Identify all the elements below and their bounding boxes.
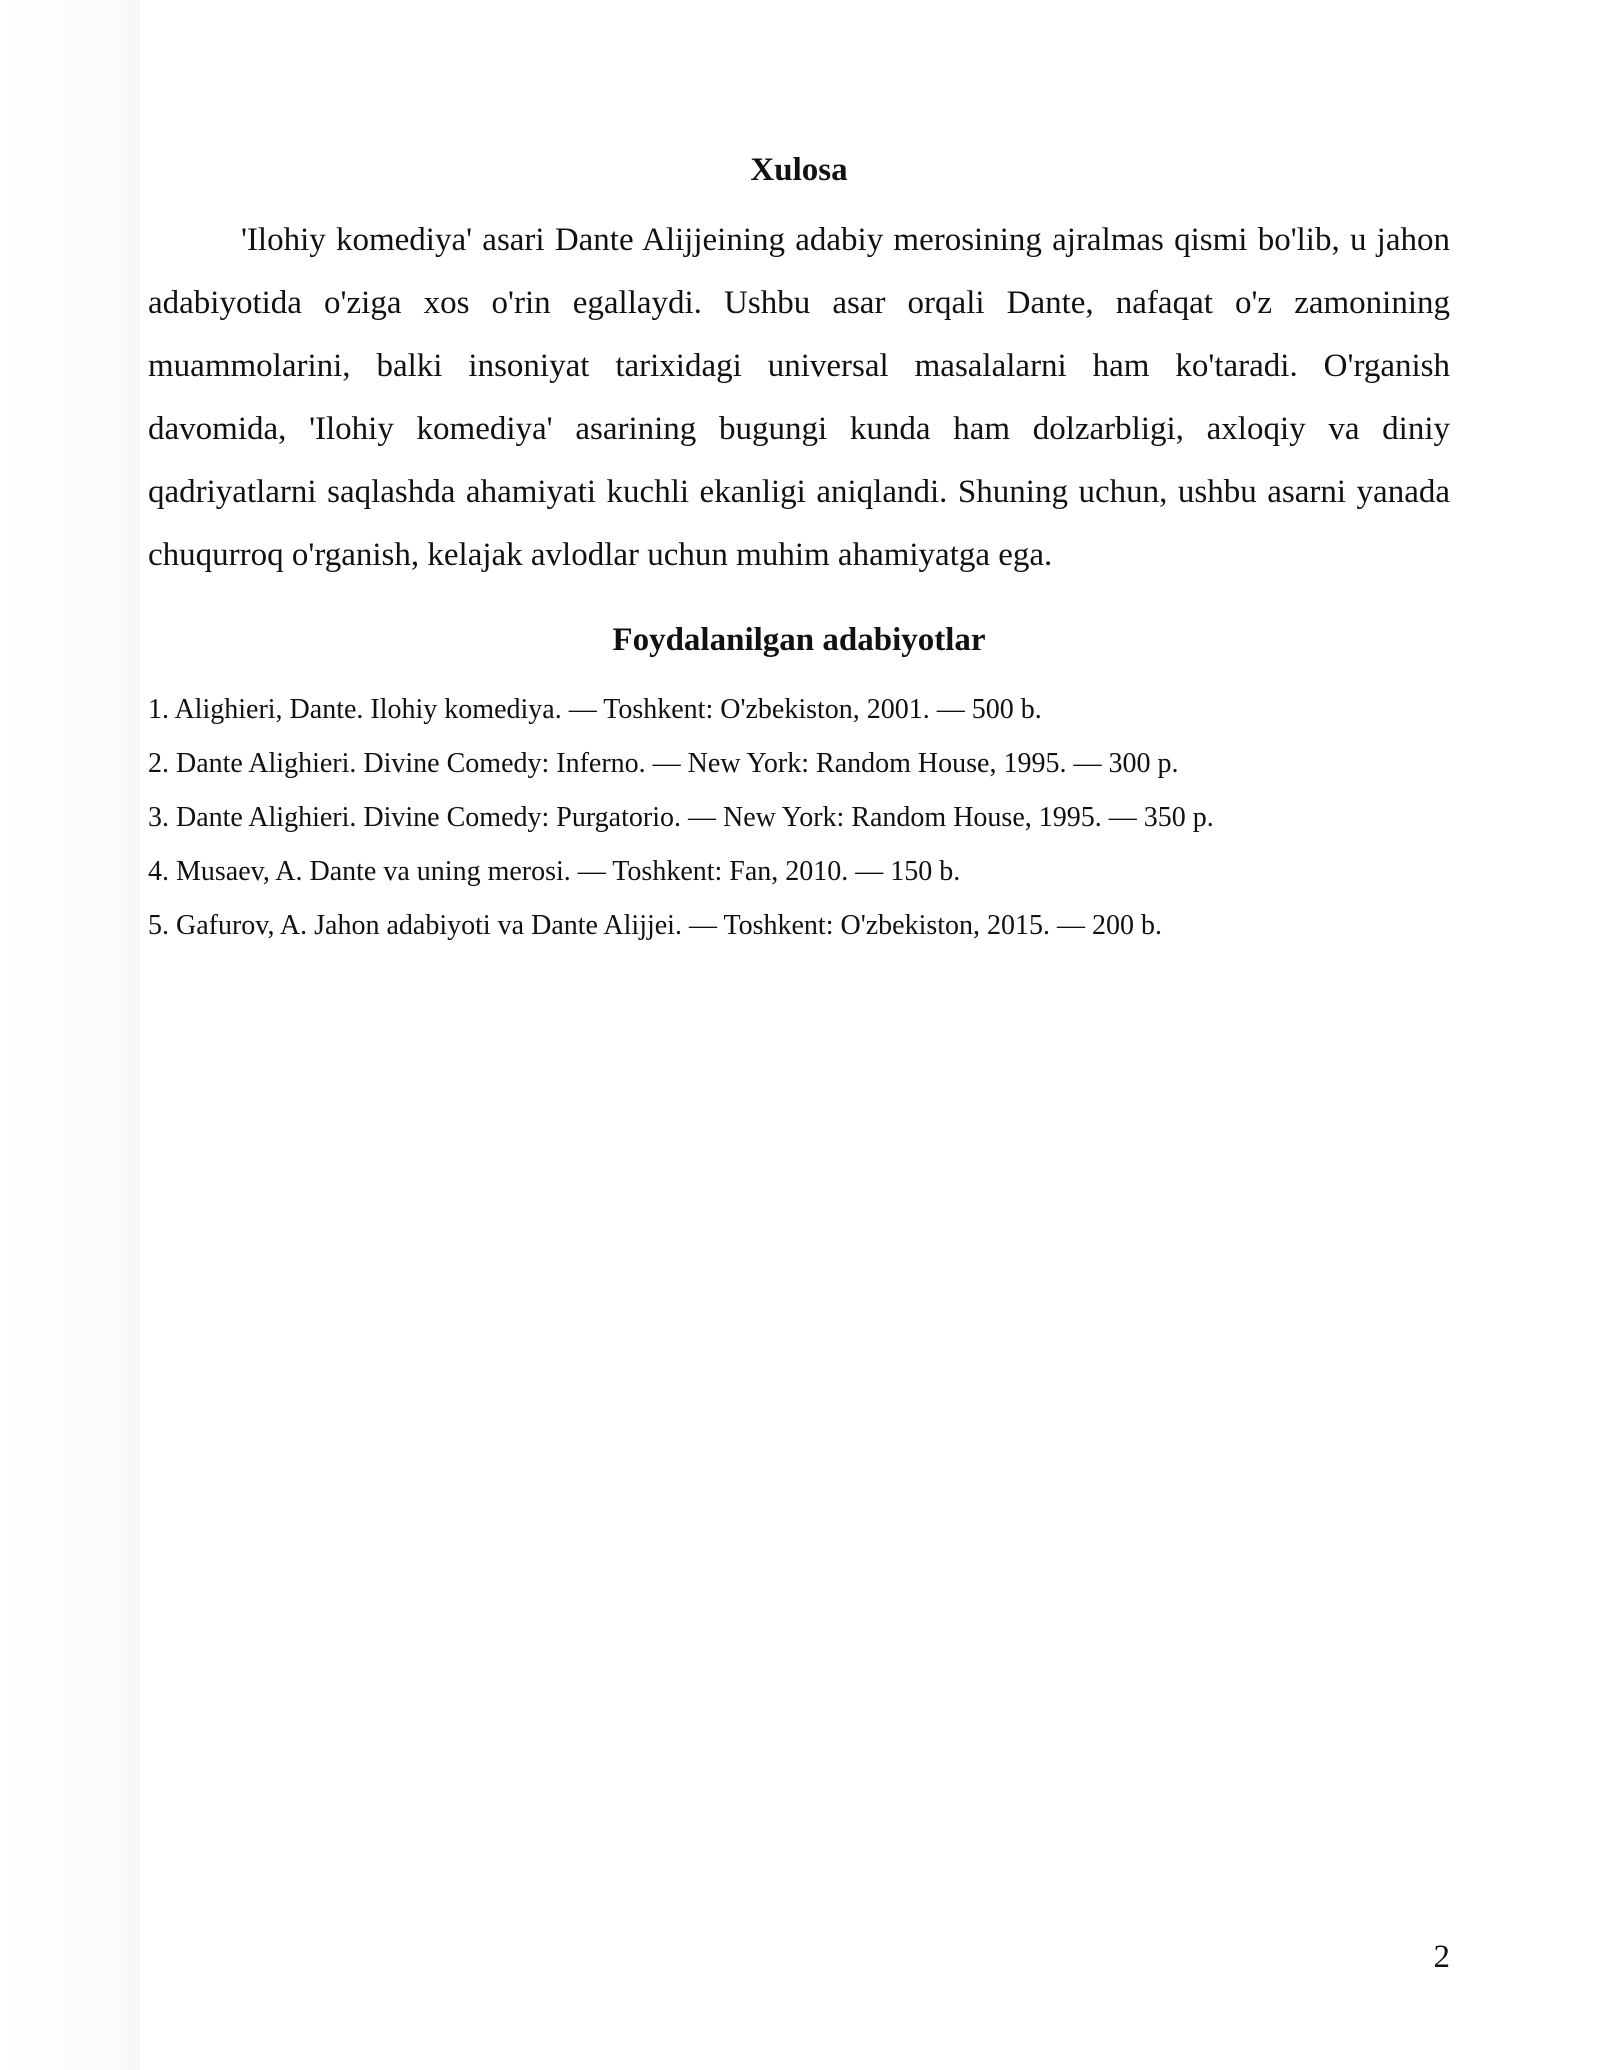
reference-item: 1. Alighieri, Dante. Ilohiy komediya. — Toshkent: O'zbekiston, 2001. — 500 b. [148,694,1042,725]
reference-item: 5. Gafurov, A. Jahon adabiyoti va Dante Alijjei. — Toshkent: O'zbekiston, 2015. — 200 b. [148,910,1163,941]
reference-item: 2. Dante Alighieri. Divine Comedy: Inferno. — New York: Random House, 1995. — 300 p. [148,748,1179,779]
conclusion-heading: Xulosa [750,152,848,188]
references-heading: Foydalanilgan adabiyotlar [612,622,986,658]
references-list [148,683,1450,953]
conclusion-paragraph: 'Ilohiy komediya' asari Dante Alijjeining adabiy merosining ajralmas qismi bo'lib, u jahon adabiyotida o'ziga xos o'rin egallaydi. Ushbu asar orqali Dante, nafaqat o'z zamonining muammolarini, balki insoniyat tarixidagi universal masalalarni ham ko'taradi. O'rganish davomida, 'Ilohiy komediya' asarining bugungi kunda ham dolzarbligi, axloqiy va diniy qadriyatlarni saqlashda ahamiyati kuchli ekanligi aniqlandi. Shuning uchun, ushbu asarni yanada chuqurroq o'rganish, kelajak avlodlar uchun muhim ahamiyatga ega. [148,222,1450,573]
page-number: 2 [1433,1939,1450,1975]
reference-item: 4. Musaev, A. Dante va uning merosi. — Toshkent: Fan, 2010. — 150 b. [148,856,961,887]
page-shadow-edge [0,0,140,2070]
reference-item: 3. Dante Alighieri. Divine Comedy: Purgatorio. — New York: Random House, 1995. — 350 p. [148,802,1214,833]
page-content [148,145,1450,953]
